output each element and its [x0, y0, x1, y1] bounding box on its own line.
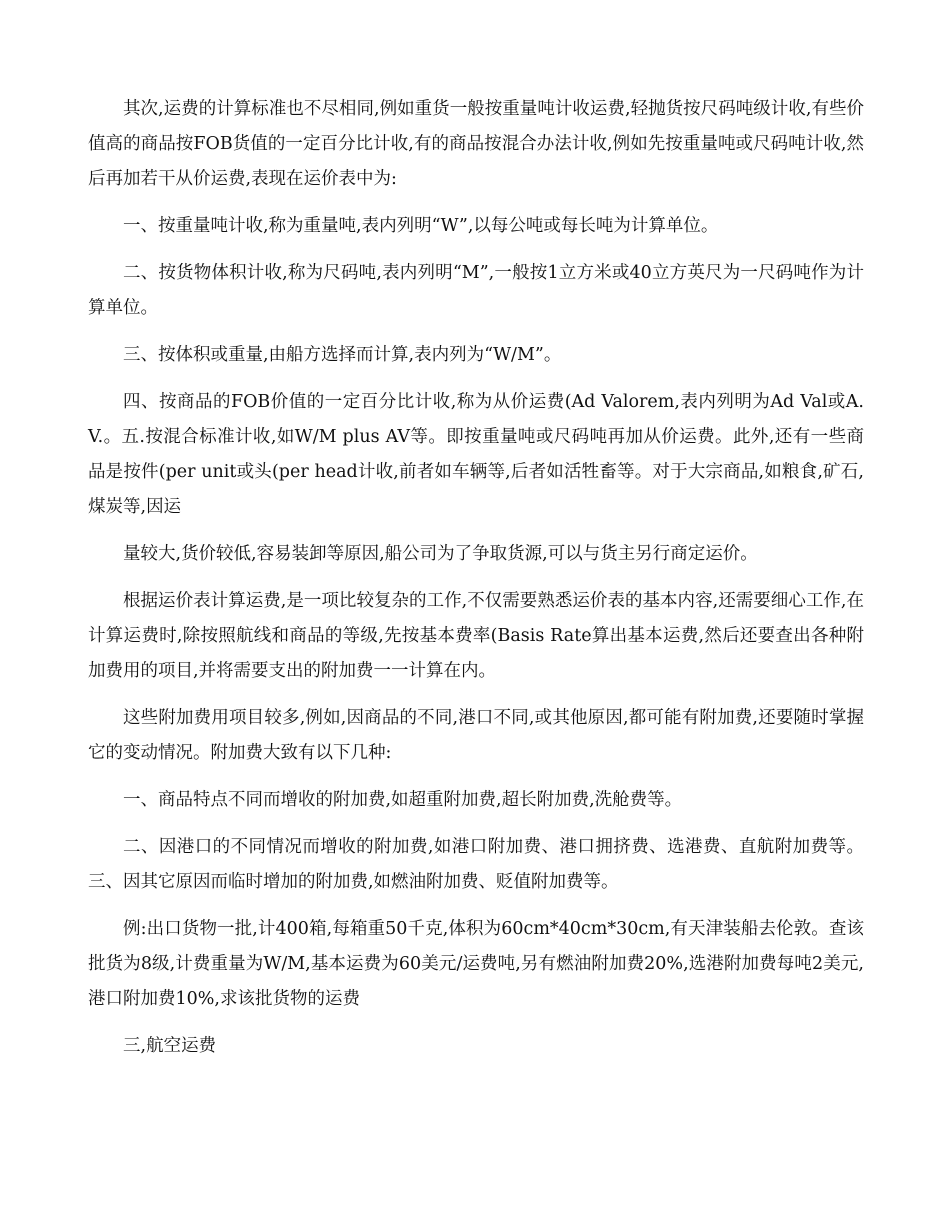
paragraph-example: 例:出口货物一批,计400箱,每箱重50千克,体积为60cm*40cm*30cm,有天津装船去伦敦。查该批货为8级,计费重量为W/M,基本运费为60美元/运费吨,另有燃油附加费20%,选港附加费每吨2美元,港口附加费10%,求该批货物的运费: [88, 919, 864, 1009]
paragraph-ad-valorem: 四、按商品的FOB价值的一定百分比计收,称为从价运费(Ad Valorem,表内列明为Ad Val或A.V.。五.按混合标准计收,如W/M plus AV等。即按重量吨或尺码吨再加从价运费。此外,还有一些商品是按件(per unit或头(per head计收,前者如车辆等,后者如活牲畜等。对于大宗商品,如粮食,矿石,煤炭等,因运: [88, 392, 864, 517]
document-body: [88, 92, 864, 1076]
paragraph-commodity-surcharges: 一、商品特点不同而增收的附加费,如超重附加费,超长附加费,洗舱费等。: [123, 790, 683, 810]
paragraph-freight-standards: 其次,运费的计算标准也不尽相同,例如重货一般按重量吨计收运费,轻抛货按尺码吨级计收,有些价值高的商品按FOB货值的一定百分比计收,有的商品按混合办法计收,例如先按重量吨或尺码吨计收,然后再加若干从价运费,表现在运价表中为:: [88, 99, 864, 189]
paragraph-port-surcharges: 二、因港口的不同情况而增收的附加费,如港口附加费、港口拥挤费、选港费、直航附加费等。三、因其它原因而临时增加的附加费,如燃油附加费、贬值附加费等。: [88, 837, 864, 892]
paragraph-surcharges-intro: 这些附加费用项目较多,例如,因商品的不同,港口不同,或其他原因,都可能有附加费,还要随时掌握它的变动情况。附加费大致有以下几种:: [88, 708, 864, 763]
paragraph-bulk-cargo: 量较大,货价较低,容易装卸等原因,船公司为了争取货源,可以与货主另行商定运价。: [123, 544, 758, 564]
paragraph-calculation: 根据运价表计算运费,是一项比较复杂的工作,不仅需要熟悉运价表的基本内容,还需要细心工作,在计算运费时,除按照航线和商品的等级,先按基本费率(Basis Rate算出基本运费,然后还要查出各种附加费用的项目,并将需要支出的附加费一一计算在内。: [88, 591, 864, 681]
paragraph-weight-ton: 一、按重量吨计收,称为重量吨,表内列明“W”,以每公吨或每长吨为计算单位。: [123, 216, 719, 236]
paragraph-measurement-ton: 二、按货物体积计收,称为尺码吨,表内列明“M”,一般按1立方米或40立方英尺为一尺码吨作为计算单位。: [88, 263, 864, 318]
section-heading-air-freight: 三,航空运费: [123, 1036, 217, 1056]
paragraph-weight-or-measurement: 三、按体积或重量,由船方选择而计算,表内列为“W/M”。: [123, 345, 562, 365]
